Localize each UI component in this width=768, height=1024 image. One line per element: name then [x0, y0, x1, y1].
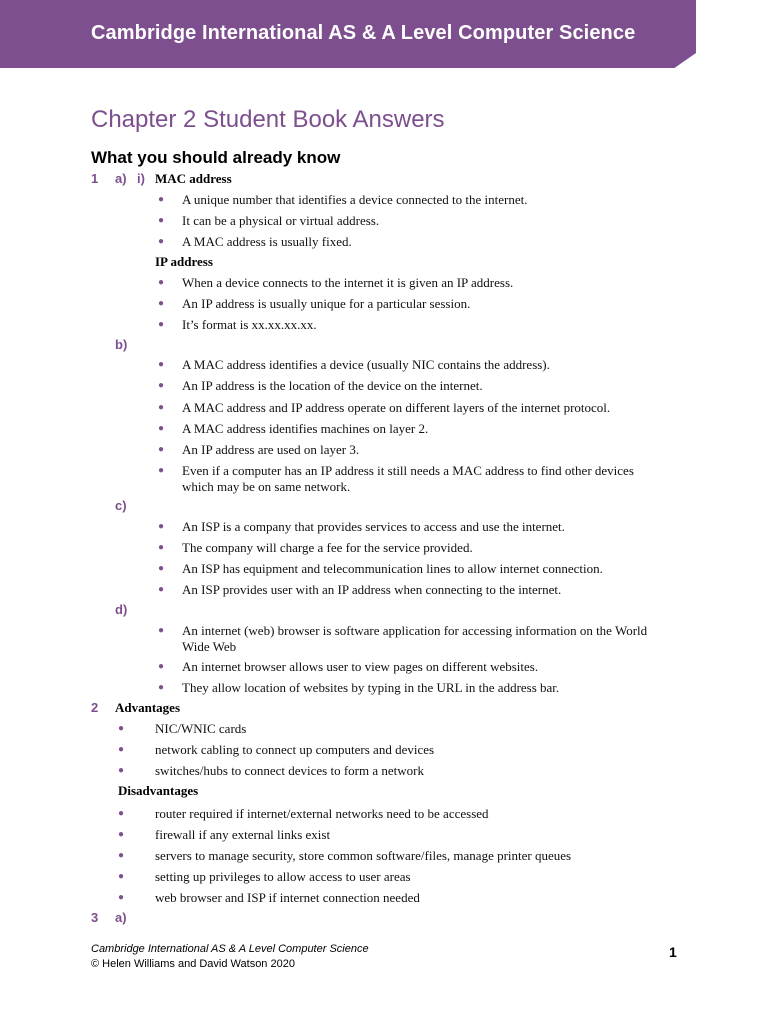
list-item: An IP address are used on layer 3.	[182, 442, 360, 457]
bullet-icon: ●	[118, 808, 125, 819]
bullet-icon: ●	[158, 194, 165, 205]
list-item: A MAC address identifies machines on layer 2.	[182, 421, 429, 436]
list-item: An ISP has equipment and telecommunication lines to allow internet connection.	[182, 561, 603, 576]
list-item: network cabling to connect up computers and devices	[155, 742, 435, 757]
list-item: A MAC address and IP address operate on different layers of the internet protocol.	[182, 400, 611, 415]
bullet-icon: ●	[118, 871, 125, 882]
list-item: The company will charge a fee for the service provided.	[182, 540, 473, 555]
list-item: Even if a computer has an IP address it still needs a MAC address to find other devices which may be on same network.	[182, 463, 634, 494]
bullet-icon: ●	[158, 380, 165, 391]
bullet-icon: ●	[158, 563, 165, 574]
list-item: It can be a physical or virtual address.	[182, 213, 380, 228]
list-item: An internet browser allows user to view pages on different websites.	[182, 659, 539, 674]
bullet-icon: ●	[118, 892, 125, 903]
list-item: router required if internet/external networks need to be accessed	[155, 806, 489, 821]
bullet-icon: ●	[158, 236, 165, 247]
ip-address-heading: IP address	[155, 254, 213, 269]
bullet-icon: ●	[158, 277, 165, 288]
q1-part-c-label: c)	[115, 498, 127, 513]
list-item: An IP address is usually unique for a particular session.	[182, 296, 471, 311]
list-item: An IP address is the location of the device on the internet.	[182, 378, 483, 393]
bullet-icon: ●	[118, 744, 125, 755]
bullet-icon: ●	[118, 829, 125, 840]
question-1-number: 1	[91, 171, 99, 186]
footer-copyright: © Helen Williams and David Watson 2020	[91, 958, 295, 970]
bullet-icon: ●	[158, 521, 165, 532]
list-item: When a device connects to the internet it is given an IP address.	[182, 275, 514, 290]
q1-part-d-label: d)	[115, 602, 128, 617]
bullet-icon: ●	[158, 359, 165, 370]
list-item: An ISP provides user with an IP address when connecting to the internet.	[182, 582, 562, 597]
list-item: A MAC address is usually fixed.	[182, 234, 352, 249]
bullet-icon: ●	[158, 542, 165, 553]
list-item: It’s format is xx.xx.xx.xx.	[182, 317, 317, 332]
bullet-icon: ●	[158, 402, 165, 413]
bullet-icon: ●	[118, 765, 125, 776]
section-title: What you should already know	[91, 148, 341, 167]
list-item: An ISP is a company that provides services to access and use the internet.	[182, 519, 565, 534]
mac-address-heading: MAC address	[155, 171, 232, 186]
bullet-icon: ●	[158, 625, 165, 636]
question-2-number: 2	[91, 700, 99, 715]
header-title: Cambridge International AS & A Level Computer Science	[91, 22, 636, 44]
bullet-icon: ●	[158, 465, 165, 476]
bullet-icon: ●	[158, 215, 165, 226]
list-item: web browser and ISP if internet connection needed	[155, 890, 420, 905]
q3-part-a-label: a)	[115, 910, 127, 925]
question-3-number: 3	[91, 910, 99, 925]
list-item: servers to manage security, store common software/files, manage printer queues	[155, 848, 572, 863]
bullet-icon: ●	[158, 319, 165, 330]
advantages-heading: Advantages	[115, 700, 181, 715]
footer-book-title: Cambridge International AS & A Level Computer Science	[91, 943, 369, 955]
list-item: They allow location of websites by typing in the URL in the address bar.	[182, 680, 560, 695]
list-item: An internet (web) browser is software application for accessing information on the World Wide Web	[182, 623, 648, 654]
list-item: switches/hubs to connect devices to form a network	[155, 763, 424, 778]
bullet-icon: ●	[118, 723, 125, 734]
list-item: firewall if any external links exist	[155, 827, 331, 842]
chapter-title: Chapter 2 Student Book Answers	[91, 106, 445, 133]
bullet-icon: ●	[158, 682, 165, 693]
bullet-icon: ●	[158, 584, 165, 595]
bullet-icon: ●	[118, 850, 125, 861]
list-item: NIC/WNIC cards	[155, 721, 247, 736]
q1-part-a-i-label: i)	[137, 171, 145, 186]
page-number: 1	[669, 944, 677, 960]
list-item: A unique number that identifies a device connected to the internet.	[182, 192, 528, 207]
disadvantages-heading: Disadvantages	[118, 783, 199, 798]
bullet-icon: ●	[158, 661, 165, 672]
bullet-icon: ●	[158, 298, 165, 309]
q1-part-a-label: a)	[115, 171, 127, 186]
q1-part-b-label: b)	[115, 337, 128, 352]
bullet-icon: ●	[158, 423, 165, 434]
list-item: A MAC address identifies a device (usually NIC contains the address).	[182, 357, 550, 372]
list-item: setting up privileges to allow access to user areas	[155, 869, 411, 884]
bullet-icon: ●	[158, 444, 165, 455]
